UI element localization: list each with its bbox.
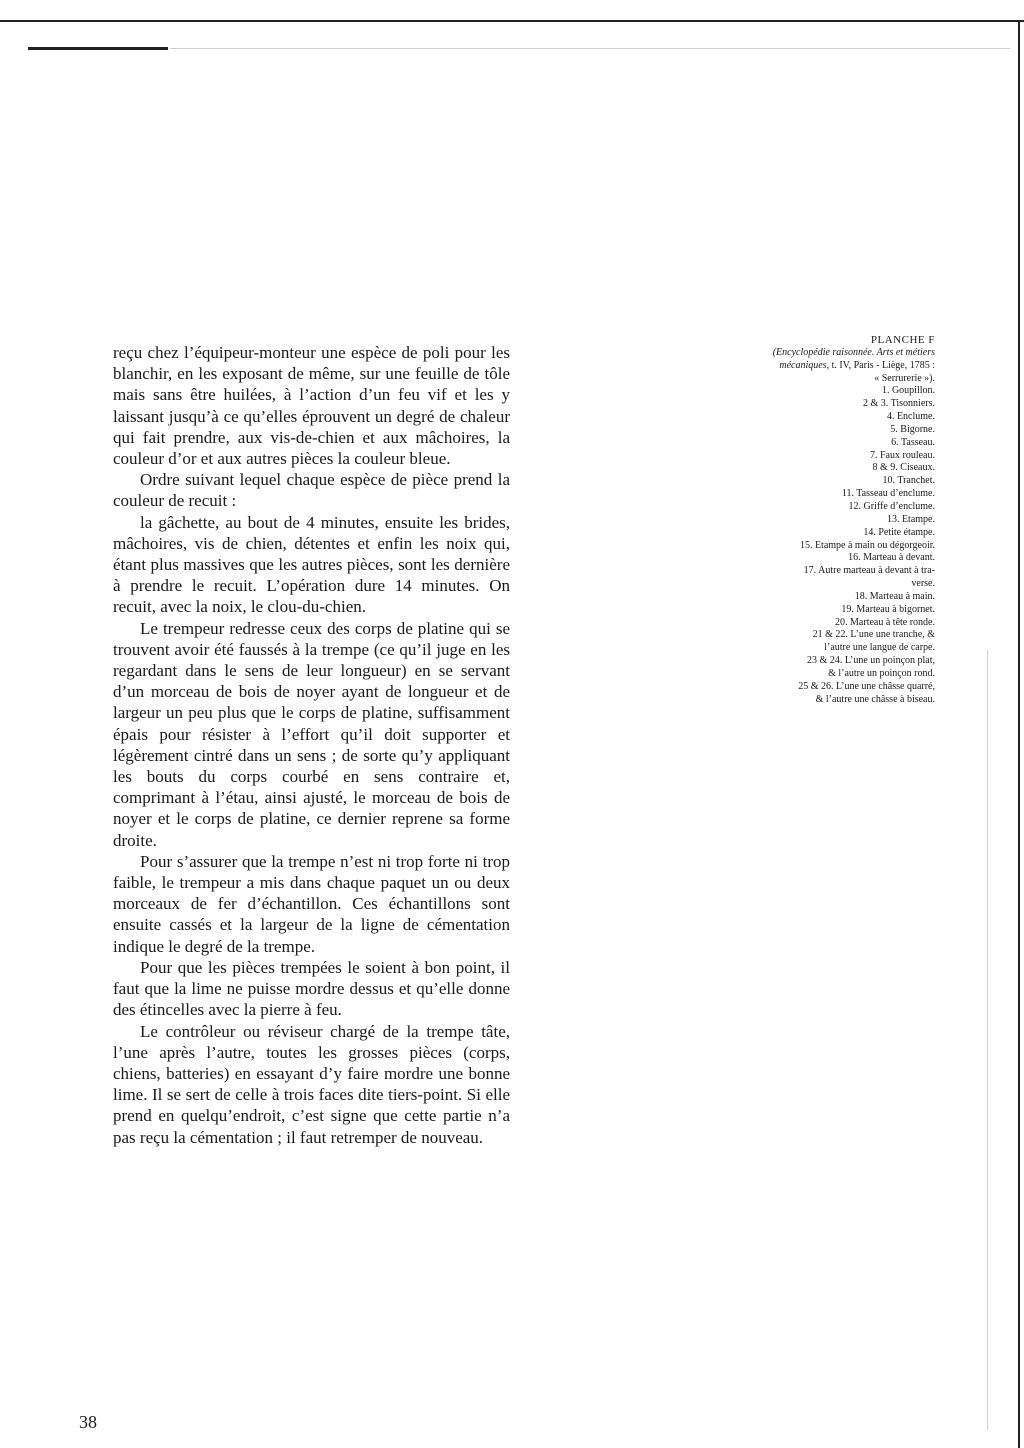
plate-item: 4. Enclume. <box>886 411 935 423</box>
plate-item: 6. Tasseau. <box>891 436 935 448</box>
plate-source-line <box>700 360 935 373</box>
plate-item: & l’autre une châsse à biseau. <box>815 693 935 705</box>
paragraph: Ordre suivant lequel chaque espèce de pièce prend la couleur de recuit : <box>113 470 510 511</box>
plate-item: 5. Bigorne. <box>890 423 935 435</box>
plate-item: 23 & 24. L’une un poinçon plat, <box>807 655 935 667</box>
paragraph: Le trempeur redresse ceux des corps de platine qui se trouvent avoir été faussés à la trempe (ce qu’il juge en les regardant dans le sens de leur longueur) en se servant d’un morceau de bois de noyer ayant de longueur et de largeur un peu plus que le corps de platine, suffisamment épais pour résister à l’effort qu’il doit supporter et légèrement cintré dans un sens ; de sorte qu’y appliquant les bouts du corps courbé en sens contraire et, comprimant à l’étau, ainsi ajusté, le morceau de bois de noyer et le corps de platine, ce dernier reprene sa forme droite. <box>113 618 510 850</box>
plate-item: 2 & 3. Tisonniers. <box>863 398 935 410</box>
scan-edge-top <box>0 20 1024 22</box>
plate-item: 8 & 9. Ciseaux. <box>872 462 935 474</box>
plate-item: 13. Etampe. <box>886 513 935 525</box>
plate-item: & l’autre un poinçon rond. <box>828 667 935 679</box>
plate-item: verse. <box>911 578 935 590</box>
plate-item: 21 & 22. L’une une tranche, & <box>812 629 935 641</box>
page-fold-line <box>987 650 988 1430</box>
plate-item: 20. Marteau à tête ronde. <box>835 616 935 628</box>
plate-source-line: « Serrurerie »). <box>874 372 935 384</box>
paragraph: reçu chez l’équipeur-monteur une espèce de poli pour les blanchir, en les exposant de même, sur une feuille de tôle mais sans être huilées, à l’action d’un feu vif et les y laissant jusqu’à ce qu’elles éprouvent un degré de chaleur qui fait prendre, aux vis-de-chien et aux mâchoires, la couleur d’or et aux autres pièces la couleur bleue. <box>113 343 510 469</box>
paragraph: Pour que les pièces trempées le soient à bon point, il faut que la lime ne puisse mordre dessus et qu’elle donne des étincelles avec la pierre à feu. <box>113 957 510 1020</box>
plate-item: l’autre une langue de carpe. <box>824 642 935 654</box>
plate-item: 18. Marteau à main. <box>854 590 935 602</box>
plate-source-italic: mécaniques, <box>779 359 830 371</box>
plate-source-rest: t. IV, Paris - Liège, 1785 : <box>829 359 935 371</box>
plate-source-line: (Encyclopédie raisonnée. Arts et métiers <box>772 346 935 358</box>
paragraph: Le contrôleur ou réviseur chargé de la trempe tâte, l’une après l’autre, toutes les grosses pièces (corps, chiens, batteries) en essayant d’y faire mordre une bonne lime. Il se sert de celle à trois faces dite tiers-point. Si elle prend en quelqu’endroit, c’est signe que cette partie n’a pas reçu la cémentation ; il faut retremper de nouveau. <box>113 1021 510 1147</box>
body-text-column <box>113 342 510 1148</box>
header-rule-thick <box>28 47 168 50</box>
plate-title: PLANCHE F <box>870 334 935 346</box>
page-number: 38 <box>79 1412 97 1432</box>
plate-item: 12. Griffe d’enclume. <box>848 500 935 512</box>
plate-item: 1. Goupillon. <box>881 385 935 397</box>
plate-item: 16. Marteau à devant. <box>848 552 935 564</box>
plate-item: 25 & 26. L’une une châsse quarré, <box>798 680 935 692</box>
plate-item: 11. Tasseau d’enclume. <box>841 488 935 500</box>
header-rule-thin <box>170 48 1010 49</box>
plate-item: 10. Tranchet. <box>882 475 935 487</box>
scan-edge-right <box>1018 20 1020 1448</box>
plate-item: 19. Marteau à bigornet. <box>841 603 935 615</box>
plate-item: 17. Autre marteau à devant à tra- <box>803 565 935 577</box>
plate-caption <box>700 334 935 706</box>
paragraph: Pour s’assurer que la trempe n’est ni trop forte ni trop faible, le trempeur a mis dans chaque paquet un ou deux morceaux de fer d’échantillon. Ces échantillons sont ensuite cassés et la largeur de la ligne de cémentation indique le degré de la trempe. <box>113 851 510 956</box>
plate-item: 15. Etampe à main ou dégorgeoir. <box>799 539 935 551</box>
plate-item: 7. Faux rouleau. <box>870 449 935 461</box>
plate-item: 14. Petite étampe. <box>863 526 935 538</box>
paragraph: la gâchette, au bout de 4 minutes, ensuite les brides, mâchoires, vis de chien, détentes et enfin les noix qui, étant plus massives que les autres pièces, sont les dernière à prendre le recuit. L’opération dure 14 minutes. On recuit, avec la noix, le clou-du-chien. <box>113 512 510 617</box>
